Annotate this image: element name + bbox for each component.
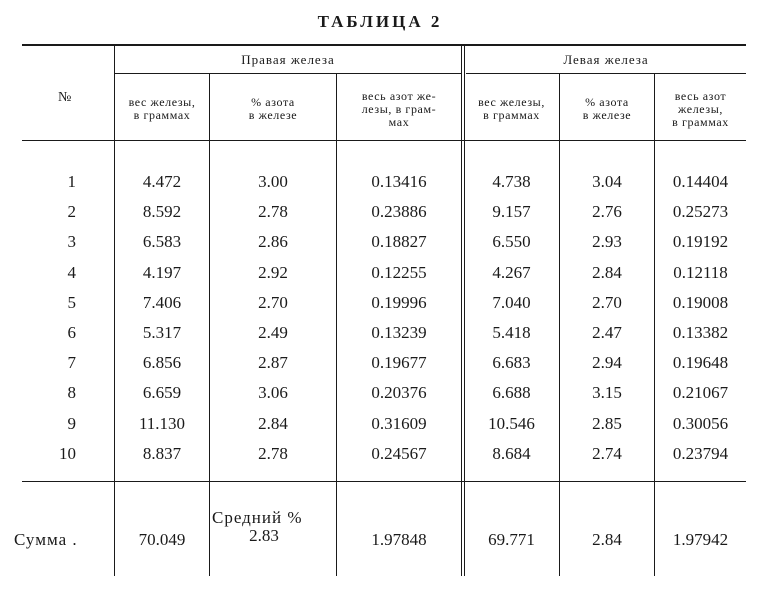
left-weight-cell: 10.546 <box>488 414 535 433</box>
right-total-cell: 0.12255 <box>371 263 427 282</box>
right-total-cell: 0.20376 <box>371 383 427 402</box>
right-total-cell: 0.13416 <box>371 172 427 191</box>
right-pct-cell: 2.92 <box>258 263 288 282</box>
col-header-right-total: весь азот же- лезы, в грам- мах <box>361 89 437 129</box>
right-total-cell: 0.24567 <box>371 444 427 463</box>
right-pct-cell: 2.86 <box>258 232 288 251</box>
right-total-cell: 0.13239 <box>371 323 427 342</box>
row-number: 8 <box>67 383 76 402</box>
right-weight-cell: 8.837 <box>142 444 182 463</box>
right-pct-cell: 3.06 <box>258 383 288 402</box>
left-weight-cell: 7.040 <box>492 293 531 312</box>
right-pct-cell: 3.00 <box>258 172 288 191</box>
top-rule <box>22 44 746 46</box>
right-pct-cell: 2.78 <box>258 202 288 221</box>
number-column-header: № <box>58 90 72 105</box>
left-weight-cell: 4.738 <box>492 172 531 191</box>
left-pct-cell: 3.15 <box>592 383 622 402</box>
sum-right-weight: 70.049 <box>138 530 186 549</box>
left-total-cell: 0.13382 <box>672 323 729 342</box>
left-pct-cell: 2.70 <box>592 293 622 312</box>
left-total-cell: 0.25273 <box>672 202 729 221</box>
col-header-left-pct: % азота в железе <box>582 95 632 122</box>
group-underline-left <box>466 73 746 74</box>
col-header-left-total: весь азот железы, в граммах <box>672 89 729 129</box>
left-weight-cell: 8.684 <box>492 444 531 463</box>
group-underline-right <box>114 73 462 74</box>
col-header-left-weight: вес железы, в граммах <box>478 95 545 122</box>
row-number: 3 <box>67 232 76 251</box>
right-weight-cell: 5.317 <box>142 323 182 342</box>
sum-label: Сумма . <box>14 530 78 549</box>
sum-left-pct: 2.84 <box>592 530 622 549</box>
left-pct-cell: 2.74 <box>592 444 622 463</box>
left-total-cell: 0.19192 <box>672 232 729 251</box>
sum-left-weight: 69.771 <box>488 530 535 549</box>
right-total-cell: 0.18827 <box>371 232 427 251</box>
left-total-cell: 0.30056 <box>672 414 729 433</box>
row-number: 9 <box>67 414 76 433</box>
left-pct-cell: 2.94 <box>592 353 622 372</box>
left-total-cell: 0.21067 <box>672 383 729 402</box>
left-total-cell: 0.12118 <box>673 263 728 282</box>
right-pct-cell: 2.70 <box>258 293 288 312</box>
right-pct-cell: 2.84 <box>258 414 288 433</box>
col-header-right-pct: % азота в железе <box>248 95 298 122</box>
left-pct-cell: 3.04 <box>592 172 622 191</box>
sum-right-pct: 2.83 <box>249 526 279 545</box>
row-number: 4 <box>67 263 76 282</box>
right-total-cell: 0.19996 <box>371 293 427 312</box>
col-header-right-weight: вес железы, в граммах <box>128 95 196 122</box>
row-number: 5 <box>67 293 76 312</box>
left-weight-cell: 9.157 <box>492 202 531 221</box>
left-weight-cell: 6.683 <box>492 353 531 372</box>
right-weight-cell: 11.130 <box>138 414 186 433</box>
right-weight-cell: 7.406 <box>142 293 182 312</box>
right-weight-cell: 6.583 <box>142 232 182 251</box>
left-pct-cell: 2.76 <box>592 202 622 221</box>
right-pct-cell: 2.78 <box>258 444 288 463</box>
left-total-cell: 0.14404 <box>672 172 729 191</box>
group-header-right-gland: Правая железа <box>241 52 335 67</box>
left-pct-cell: 2.85 <box>592 414 622 433</box>
left-total-cell: 0.19648 <box>672 353 729 372</box>
body-bottom-rule <box>22 481 746 482</box>
left-weight-cell: 4.267 <box>492 263 531 282</box>
group-header-left-gland: Левая железа <box>563 52 649 67</box>
right-weight-cell: 4.472 <box>142 172 182 191</box>
right-weight-cell: 8.592 <box>142 202 182 221</box>
average-percent-label: Средний % <box>212 508 303 527</box>
left-pct-cell: 2.93 <box>592 232 622 251</box>
right-weight-cell: 6.659 <box>142 383 182 402</box>
row-number: 6 <box>67 323 76 342</box>
left-pct-cell: 2.84 <box>592 263 622 282</box>
right-total-cell: 0.19677 <box>371 353 427 372</box>
row-number: 2 <box>67 202 76 221</box>
left-weight-cell: 6.550 <box>492 232 531 251</box>
table-title: ТАБЛИЦА 2 <box>317 12 443 31</box>
right-weight-cell: 6.856 <box>142 353 182 372</box>
left-weight-cell: 5.418 <box>492 323 531 342</box>
sum-left-total: 1.97942 <box>672 530 729 549</box>
header-bottom-rule <box>22 140 746 141</box>
right-total-cell: 0.23886 <box>371 202 427 221</box>
left-pct-cell: 2.47 <box>592 323 622 342</box>
left-total-cell: 0.23794 <box>672 444 729 463</box>
right-weight-cell: 4.197 <box>142 263 182 282</box>
right-total-cell: 0.31609 <box>371 414 427 433</box>
sum-right-total: 1.97848 <box>371 530 427 549</box>
row-number: 10 <box>59 444 76 463</box>
row-number: 7 <box>67 353 76 372</box>
right-pct-cell: 2.87 <box>258 353 288 372</box>
left-weight-cell: 6.688 <box>492 383 531 402</box>
left-total-cell: 0.19008 <box>672 293 729 312</box>
row-number: 1 <box>67 172 76 191</box>
right-pct-cell: 2.49 <box>258 323 288 342</box>
